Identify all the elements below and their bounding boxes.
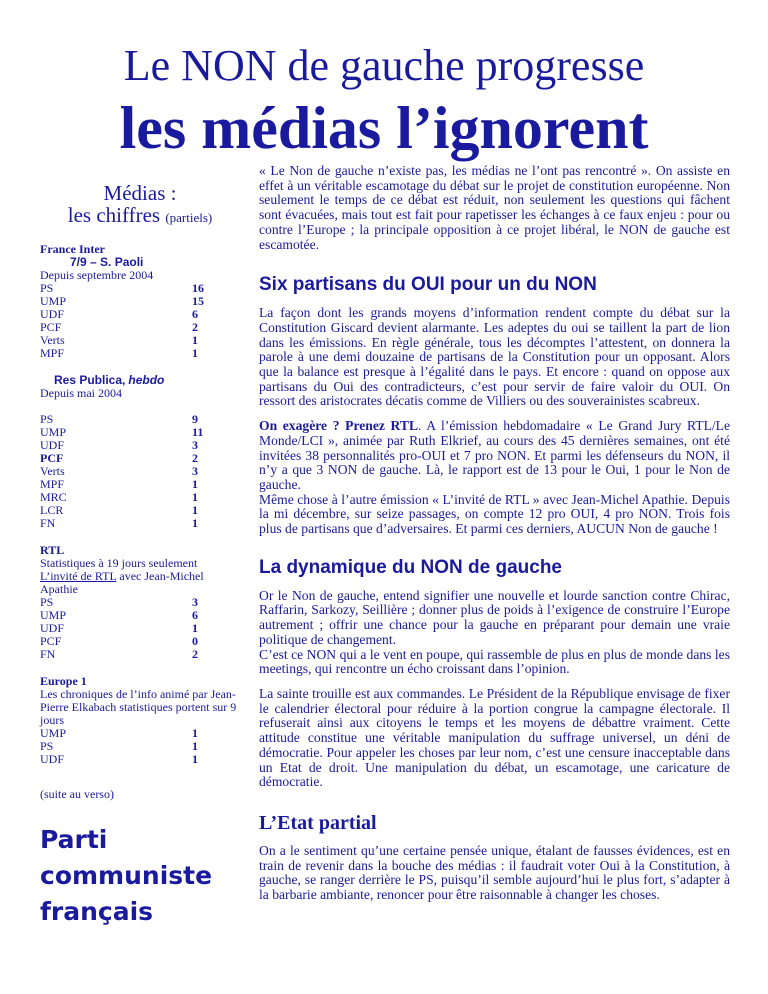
stat-party: LCR bbox=[40, 503, 64, 517]
paragraph: La façon dont les grands moyens d’information rendent compte du débat sur la Constitution Giscard devient alarmante. Les adeptes du oui se taillent la part de lion dans les émissions. En règle générale, tous les décomptes l’attestent, on donnera la parole à une demi douzaine de partisans de la Constitution pour un opposant. Alors que la balance est presque à l’égalité dans le pays. Et encore : quand on oppose aux partisans du Oui des contradicteurs, c’est pour servir de faire valoir du OUI. On ressort des aristocrates décatis comme de Villiers ou des souverainistes scabreux. bbox=[259, 305, 730, 409]
section-title: RTL bbox=[40, 543, 65, 557]
paragraph: On exagère ? Prenez RTL. A l’émission hebdomadaire « Le Grand Jury RTL/Le Monde/LCI », animée par Ruth Elkrief, au cours des 45 dernières semaines, ont été invitées 38 personnalités pro-OUI et 7 pro NON. Et parmi les défenseurs du NON, il n’y a que 3 NON de gauche. Là, le rapport est de 13 pour le Oui, 1 pour le Non de gauche. bbox=[259, 418, 730, 492]
stat-row bbox=[40, 622, 212, 635]
stat-row bbox=[40, 334, 212, 347]
stat-value: 1 bbox=[192, 503, 198, 517]
stat-party: MPF bbox=[40, 477, 65, 491]
stat-party: PS bbox=[40, 595, 54, 609]
stat-value: 3 bbox=[192, 595, 198, 609]
stats-europe1 bbox=[40, 675, 240, 766]
stat-value: 1 bbox=[192, 739, 198, 753]
section-desc: L’invité de RTL avec Jean-Michel Apathie bbox=[40, 569, 204, 596]
stat-party: Verts bbox=[40, 333, 65, 347]
sidebar-subheading-note: (partiels) bbox=[165, 210, 213, 225]
stat-value: 2 bbox=[192, 451, 198, 465]
stat-value: 1 bbox=[192, 752, 198, 766]
paragraph: Or le Non de gauche, entend signifier une nouvelle et lourde sanction contre Chirac, Raffarin, Sarkozy, Seillière ; donner plus de poids à l’exigence de construire l’Europe autrement ; offrir une chance pour la gauche en préparant pour demain une vraie politique de changement. bbox=[259, 587, 730, 647]
stat-value: 1 bbox=[192, 346, 198, 360]
stat-party: UDF bbox=[40, 621, 65, 635]
logo-line: communiste bbox=[40, 861, 213, 890]
stat-row bbox=[40, 740, 212, 753]
section-heading: Six partisans du OUI pour un du NON bbox=[259, 274, 597, 296]
headline-line2: les médias l’ignorent bbox=[119, 95, 649, 161]
stat-row bbox=[40, 727, 212, 740]
stat-row bbox=[40, 308, 212, 321]
stat-value: 2 bbox=[192, 647, 198, 661]
stats-rtl bbox=[40, 544, 240, 661]
section-desc: Les chroniques de l’info animé par Jean-Pierre Elkabach statistiques portent sur 9 jours bbox=[40, 687, 237, 727]
sidebar bbox=[40, 182, 240, 801]
logo-line: français bbox=[40, 897, 154, 926]
sidebar-heading: Médias : bbox=[103, 181, 177, 205]
stat-value: 1 bbox=[192, 621, 198, 635]
stat-row bbox=[40, 609, 212, 622]
stat-value: 0 bbox=[192, 634, 198, 648]
logo-line: Parti bbox=[40, 825, 108, 854]
stat-row bbox=[40, 635, 212, 648]
intro-paragraph: « Le Non de gauche n’existe pas, les médias ne l’ont pas rencontré ». On assiste en effet à un véritable escamotage du débat sur le projet de constitution européenne. Non seulement le temps de ce débat est réduit, non seulement les questions qui fâchent sont évacuées, mais tout est fait pour rapetisser les échanges à ce faux enjeu : pour ou contre l’Europe ; la principale opposition à ce projet libéral, le NON de gauche est escamotée. bbox=[259, 163, 730, 252]
stat-party: PS bbox=[40, 412, 54, 426]
stat-row bbox=[40, 452, 212, 465]
section-title: Europe 1 bbox=[40, 674, 87, 688]
stat-party: PS bbox=[40, 739, 54, 753]
stat-value: 2 bbox=[192, 320, 198, 334]
stat-party: FN bbox=[40, 647, 56, 661]
stat-row bbox=[40, 504, 212, 517]
stats-res-publica bbox=[40, 374, 240, 530]
stat-party: UDF bbox=[40, 307, 65, 321]
headline-line1: Le NON de gauche progresse bbox=[123, 41, 645, 90]
paragraph: On a le sentiment qu’une certaine pensée unique, étalant de fausses évidences, est en train de revenir dans la bouche des médias : il faudrait voter Oui à la Constitution, à gauche, se ranger derrière le PS, puisqu’il semble aujourd’hui le plus fort, s’adapter à la barbarie ambiante, renoncer pour être raisonnable à changer les choses. bbox=[259, 842, 730, 903]
stat-value: 11 bbox=[192, 425, 204, 439]
stat-row bbox=[40, 321, 212, 334]
stat-party: PCF bbox=[40, 451, 64, 465]
stat-row bbox=[40, 439, 212, 452]
paragraph: La sainte trouille est aux commandes. Le Président de la République envisage de fixer le calendrier électoral pour réduire à la portion congrue la campagne électorale. Il refuserait ainsi aux citoyens le temps et les moyens de débattre vraiment. Cette attitude constitue une véritable manipulation du suffrage universel, un déni de démocratie. Pour appeler les choses par leur nom, c’est une censure inacceptable dans un Etat de droit. Une manipulation du débat, un escamotage, une caricature de démocratie. bbox=[259, 685, 730, 790]
stat-value: 1 bbox=[192, 726, 198, 740]
section-heading: L’Etat partial bbox=[259, 811, 377, 834]
section-subtitle: 7/9 – S. Paoli bbox=[70, 255, 144, 269]
stat-row bbox=[40, 347, 212, 360]
section-title: Res Publica, hebdo bbox=[54, 373, 165, 387]
sidebar-subheading: les chiffres (partiels) bbox=[67, 203, 213, 227]
stat-party: UMP bbox=[40, 425, 67, 439]
main-article bbox=[259, 164, 730, 913]
section-desc: Statistiques à 19 jours seulement bbox=[40, 556, 198, 570]
stat-party: UDF bbox=[40, 438, 65, 452]
stat-party: UMP bbox=[40, 608, 67, 622]
section-since: Depuis mai 2004 bbox=[40, 386, 122, 400]
stat-row bbox=[40, 465, 212, 478]
stat-value: 1 bbox=[192, 477, 198, 491]
stat-row bbox=[40, 491, 212, 504]
section-title: France Inter bbox=[40, 242, 105, 256]
stat-value: 1 bbox=[192, 490, 198, 504]
stat-row bbox=[40, 517, 212, 530]
stat-value: 3 bbox=[192, 464, 198, 478]
stat-row bbox=[40, 648, 212, 661]
stat-party: FN bbox=[40, 516, 56, 530]
stat-party: PCF bbox=[40, 320, 62, 334]
stat-row bbox=[40, 426, 212, 439]
stat-party: UMP bbox=[40, 726, 67, 740]
section-since: Depuis septembre 2004 bbox=[40, 268, 154, 282]
stat-value: 1 bbox=[192, 333, 198, 347]
stat-party: MPF bbox=[40, 346, 65, 360]
stat-party: PCF bbox=[40, 634, 62, 648]
stats-france-inter bbox=[40, 243, 240, 360]
stat-value: 16 bbox=[192, 281, 204, 295]
stat-party: PS bbox=[40, 281, 54, 295]
stat-row bbox=[40, 295, 212, 308]
paragraph: Même chose à l’autre émission « L’invité de RTL » avec Jean-Michel Apathie. Depuis la mi décembre, sur seize passages, on compte 12 pro OUI, 4 pro NON. Trois fois plus de partisans que d’adversaires. Et parmi ces derniers, AUCUN Non de gauche ! bbox=[259, 491, 730, 537]
paragraph: C’est ce NON qui a le vent en poupe, qui rassemble de plus en plus de monde dans les meetings, qui rencontre un écho croissant dans l’opinion. bbox=[259, 646, 730, 677]
continued-note: (suite au verso) bbox=[40, 787, 114, 801]
stat-value: 6 bbox=[192, 307, 198, 321]
stat-party: MRC bbox=[40, 490, 67, 504]
stat-row bbox=[40, 753, 212, 766]
stat-value: 15 bbox=[192, 294, 204, 308]
party-logo bbox=[40, 822, 240, 930]
stat-value: 6 bbox=[192, 608, 198, 622]
stat-value: 3 bbox=[192, 438, 198, 452]
stat-party: UDF bbox=[40, 752, 65, 766]
stat-party: Verts bbox=[40, 464, 65, 478]
stat-value: 9 bbox=[192, 412, 198, 426]
section-heading: La dynamique du NON de gauche bbox=[259, 556, 562, 578]
stat-value: 1 bbox=[192, 516, 198, 530]
stat-party: UMP bbox=[40, 294, 67, 308]
